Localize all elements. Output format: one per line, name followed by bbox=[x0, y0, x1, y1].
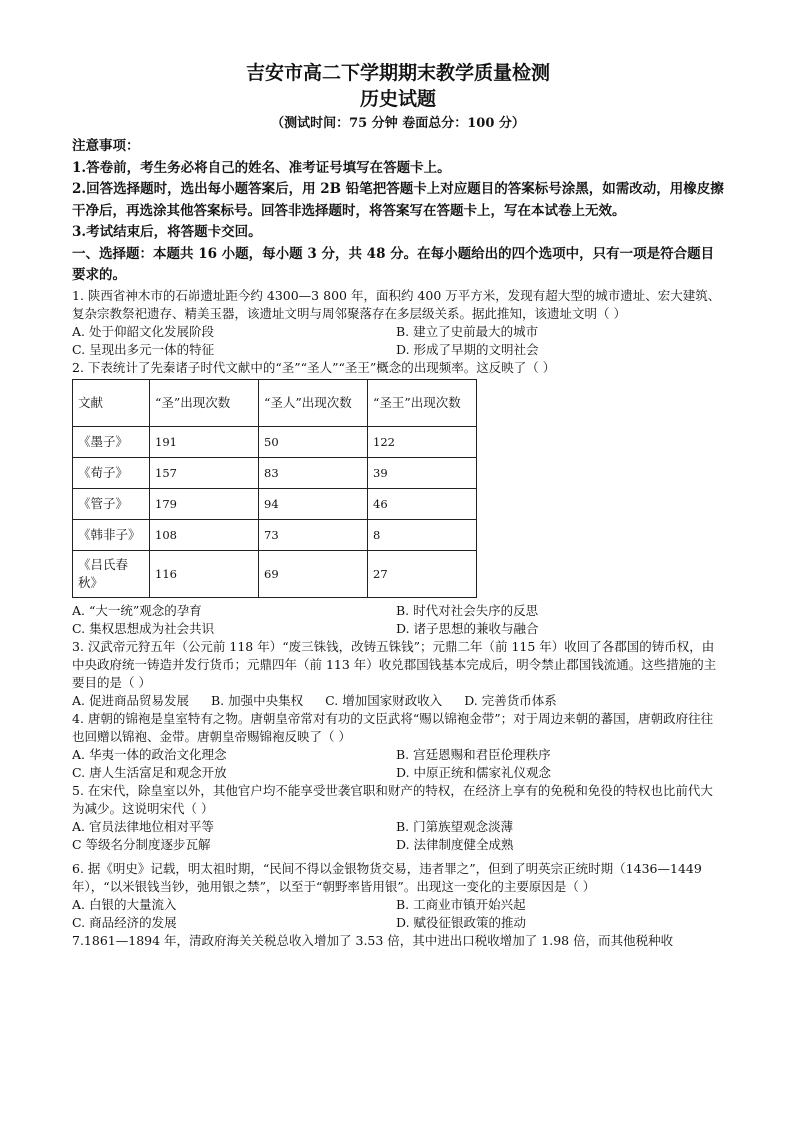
notes-heading: 注意事项： bbox=[72, 138, 140, 154]
option-b: B. 宫廷恩赐和君臣伦理秩序 bbox=[396, 746, 551, 762]
exam-meta: （测试时间：75 分钟 卷面总分：100 分） bbox=[271, 116, 525, 131]
table-cell: 83 bbox=[259, 457, 368, 488]
table-cell: 《墨子》 bbox=[73, 426, 150, 457]
notes-section bbox=[72, 136, 724, 244]
question-2 bbox=[72, 359, 724, 638]
option-a: A. “大一统”观念的孕育 bbox=[72, 602, 202, 618]
table-cell: 46 bbox=[368, 488, 477, 519]
table-cell: 191 bbox=[150, 426, 259, 457]
question-stem: 6. 据《明史》记载，明太祖时期，“民间不得以金银物货交易，违者罪之”，但到了明英宗正统时期（1436—1449 年），“以米银钱当钞，弛用银之禁”，以至于“朝野率皆用银”。出现这一变化的主要原因是（ ） bbox=[72, 860, 702, 894]
question-4 bbox=[72, 710, 724, 782]
table-cell: 179 bbox=[150, 488, 259, 519]
option-b: B. 门第族望观念淡薄 bbox=[396, 818, 514, 834]
table-cell: 122 bbox=[368, 426, 477, 457]
table-cell: 《管子》 bbox=[73, 488, 150, 519]
table-header-row bbox=[73, 379, 477, 426]
option-a: A. 华夷一体的政治文化理念 bbox=[72, 746, 227, 762]
option-d: D. 完善货币体系 bbox=[464, 692, 557, 708]
table-cell: 8 bbox=[368, 519, 477, 550]
table-cell: 39 bbox=[368, 457, 477, 488]
table-header: 文献 bbox=[73, 379, 150, 426]
option-a: A. 官员法律地位相对平等 bbox=[72, 818, 214, 834]
table-cell: 《荀子》 bbox=[73, 457, 150, 488]
table-cell: 116 bbox=[150, 550, 259, 597]
option-a: A. 白银的大量流入 bbox=[72, 896, 177, 912]
question-stem: 4. 唐朝的锦袍是皇室特有之物。唐朝皇帝常对有功的文臣武将“赐以锦袍金带”；对于周边来朝的蕃国，唐朝政府往往也回赠以锦袍、金带。唐朝皇帝赐锦袍反映了（ ） bbox=[72, 710, 714, 744]
option-b: B. 加强中央集权 bbox=[210, 692, 304, 708]
option-a: A. 处于仰韶文化发展阶段 bbox=[72, 323, 214, 339]
question-stem: 2. 下表统计了先秦诸子时代文献中的“圣”“圣人”“圣王”概念的出现频率。这反映了（ ） bbox=[72, 359, 556, 375]
option-c: C. 呈现出多元一体的特征 bbox=[72, 341, 215, 357]
table-cell: 《韩非子》 bbox=[73, 519, 150, 550]
option-d: D. 赋役征银政策的推动 bbox=[396, 914, 527, 930]
table-header: “圣王”出现次数 bbox=[368, 379, 477, 426]
section-heading: 一、选择题：本题共 16 小题，每小题 3 分，共 48 分。在每小题给出的四个选项中，只有一项是符合题目要求的。 bbox=[72, 245, 715, 283]
exam-title: 吉安市高二下学期期末教学质量检测 bbox=[245, 62, 550, 84]
option-c: C. 唐人生活富足和观念开放 bbox=[72, 764, 227, 780]
table-header: “圣人”出现次数 bbox=[259, 379, 368, 426]
question-3 bbox=[72, 638, 724, 710]
question-stem: 3. 汉武帝元狩五年（公元前 118 年）“废三铢钱，改铸五铢钱”；元鼎二年（前 115 年）收回了各郡国的铸币权，由中央政府统一铸造并发行货币；元鼎四年（前 113 年）收兑郡国钱基本完成后，明令禁止郡国钱流通。这些措施的主要目的是（ ） bbox=[72, 638, 717, 690]
option-d: D. 法律制度健全成熟 bbox=[396, 836, 514, 852]
question-stem: 5. 在宋代，除皇室以外，其他官户均不能享受世袭官职和财产的特权，在经济上享有的免税和免役的特权也比前代大为减少。这说明宋代（ ） bbox=[72, 782, 713, 816]
table-cell: 73 bbox=[259, 519, 368, 550]
question-5 bbox=[72, 782, 724, 854]
question-7 bbox=[72, 932, 724, 950]
table-row bbox=[73, 426, 477, 457]
table-row bbox=[73, 550, 477, 597]
table-cell: 108 bbox=[150, 519, 259, 550]
table-cell: 157 bbox=[150, 457, 259, 488]
exam-page bbox=[72, 60, 724, 950]
table-cell: 27 bbox=[368, 550, 477, 597]
question-6 bbox=[72, 860, 724, 932]
option-d: D. 中原正统和儒家礼仪观念 bbox=[396, 764, 552, 780]
notes-item: 3.考试结束后，将答题卡交回。 bbox=[72, 224, 262, 240]
table-cell: 《吕氏春秋》 bbox=[73, 550, 150, 597]
table-row bbox=[73, 457, 477, 488]
option-c: C 等级名分制度逐步瓦解 bbox=[72, 836, 211, 852]
notes-item: 1.答卷前，考生务必将自己的姓名、准考证号填写在答题卡上。 bbox=[72, 159, 451, 176]
notes-item: 2.回答选择题时，选出每小题答案后，用 2B 铅笔把答题卡上对应题目的答案标号涂黑，如需改动，用橡皮擦干净后，再选涂其他答案标号。回答非选择题时，将答案写在答题卡上，写在本试卷上无效。 bbox=[72, 181, 724, 219]
question-1 bbox=[72, 287, 724, 359]
question-stem: 1. 陕西省神木市的石峁遗址距今约 4300—3 800 年，面积约 400 万平方米，发现有超大型的城市遗址、宏大建筑、复杂宗教祭祀遗存、精美玉器，该遗址文明与周邻聚落存在多层级关系。据此推知，该遗址文明（ ） bbox=[72, 287, 721, 321]
table-header: “圣”出现次数 bbox=[150, 379, 259, 426]
table-row bbox=[73, 488, 477, 519]
table-row bbox=[73, 519, 477, 550]
table-cell: 50 bbox=[259, 426, 368, 457]
question-stem: 7.1861—1894 年，清政府海关关税总收入增加了 3.53 倍，其中进出口税收增加了 1.98 倍，而其他税种收 bbox=[72, 932, 674, 948]
option-b: B. 建立了史前最大的城市 bbox=[396, 323, 539, 339]
frequency-table bbox=[72, 379, 477, 598]
option-c: C. 商品经济的发展 bbox=[72, 914, 177, 930]
table-cell: 69 bbox=[259, 550, 368, 597]
option-d: D. 形成了早期的文明社会 bbox=[396, 341, 539, 357]
table-cell: 94 bbox=[259, 488, 368, 519]
option-a: A. 促进商品贸易发展 bbox=[72, 692, 189, 708]
option-b: B. 工商业市镇开始兴起 bbox=[396, 896, 526, 912]
option-b: B. 时代对社会失序的反思 bbox=[396, 602, 539, 618]
option-c: C. 增加国家财政收入 bbox=[325, 692, 443, 708]
option-c: C. 集权思想成为社会共识 bbox=[72, 620, 215, 636]
exam-subtitle: 历史试题 bbox=[359, 88, 436, 110]
option-d: D. 诸子思想的兼收与融合 bbox=[396, 620, 539, 636]
